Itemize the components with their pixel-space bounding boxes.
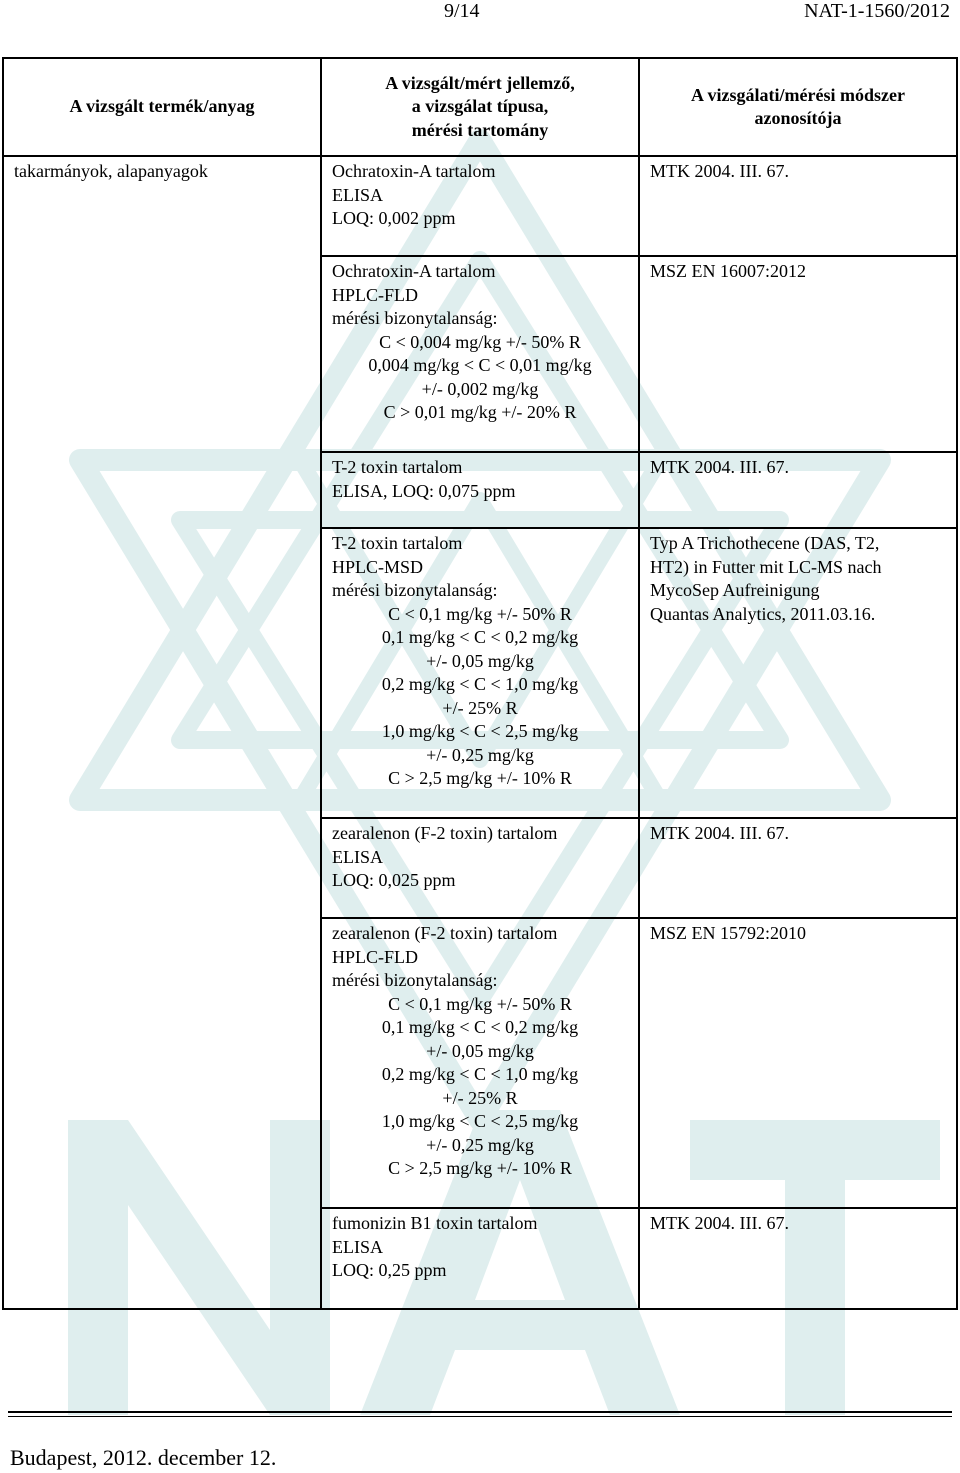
- product-name: takarmányok, alapanyagok: [14, 161, 208, 181]
- characteristic-line: ELISA: [332, 1236, 383, 1257]
- characteristic-line: fumonizin B1 toxin tartalom: [332, 1213, 538, 1233]
- characteristic-line: +/- 0,002 mg/kg: [421, 378, 539, 399]
- characteristic-line: HPLC-FLD: [332, 946, 419, 967]
- table-row: [3, 156, 957, 256]
- footer-place-date: Budapest, 2012. december 12.: [10, 1445, 277, 1470]
- page-header: [0, 0, 960, 26]
- footer-rule-thin: [8, 1416, 952, 1417]
- characteristic-cell: [321, 818, 639, 918]
- characteristic-line: +/- 25% R: [442, 697, 518, 718]
- method-cell: [639, 156, 957, 256]
- characteristic-cell: [321, 452, 639, 528]
- characteristic-cell: [321, 156, 639, 256]
- method-cell: [639, 452, 957, 528]
- characteristic-line: mérési bizonytalanság:: [332, 970, 498, 990]
- characteristic-line: Ochratoxin-A tartalom: [332, 261, 496, 281]
- method-line: MTK 2004. III. 67.: [650, 823, 789, 843]
- characteristic-cell: [321, 1208, 639, 1309]
- characteristic-line: +/- 0,25 mg/kg: [426, 1134, 534, 1155]
- characteristic-line: T-2 toxin tartalom: [332, 457, 463, 477]
- characteristic-line: +/- 25% R: [442, 1087, 518, 1108]
- characteristic-line: ELISA: [332, 184, 383, 205]
- method-cell: [639, 528, 957, 818]
- characteristic-line: zearalenon (F-2 toxin) tartalom: [332, 923, 558, 943]
- characteristic-line: LOQ: 0,002 ppm: [332, 208, 456, 228]
- characteristic-line: HPLC-FLD: [332, 284, 419, 305]
- characteristic-line: 0,004 mg/kg < C < 0,01 mg/kg: [368, 355, 592, 375]
- characteristic-line: zearalenon (F-2 toxin) tartalom: [332, 823, 558, 843]
- column-header-characteristic: A vizsgált/mért jellemző, a vizsgálat típusa, mérési tartomány: [321, 58, 639, 156]
- characteristic-line: mérési bizonytalanság:: [332, 308, 498, 328]
- method-line: MycoSep Aufreinigung: [650, 580, 820, 600]
- table-header-row: [3, 58, 957, 156]
- characteristic-line: T-2 toxin tartalom: [332, 533, 463, 553]
- column-header-product: A vizsgált termék/anyag: [3, 58, 321, 156]
- characteristic-line: LOQ: 0,25 ppm: [332, 1260, 447, 1280]
- document-id: NAT-1-1560/2012: [804, 0, 950, 22]
- method-line: MTK 2004. III. 67.: [650, 1213, 789, 1233]
- characteristic-line: Ochratoxin-A tartalom: [332, 161, 496, 181]
- characteristic-line: 0,1 mg/kg < C < 0,2 mg/kg: [381, 627, 579, 647]
- method-line: MTK 2004. III. 67.: [650, 457, 789, 477]
- method-line: Typ A Trichothecene (DAS, T2,: [650, 533, 880, 553]
- characteristic-line: 0,2 mg/kg < C < 1,0 mg/kg: [381, 1064, 579, 1084]
- characteristic-line: C > 0,01 mg/kg +/- 20% R: [383, 402, 577, 422]
- characteristic-line: 0,2 mg/kg < C < 1,0 mg/kg: [381, 674, 579, 694]
- characteristic-line: +/- 0,05 mg/kg: [426, 650, 534, 671]
- method-line: MSZ EN 15792:2010: [650, 923, 807, 943]
- characteristic-line: mérési bizonytalanság:: [332, 580, 498, 600]
- method-cell: [639, 818, 957, 918]
- characteristic-line: HPLC-MSD: [332, 556, 424, 577]
- characteristic-cell: [321, 256, 639, 452]
- table-body: [3, 156, 957, 1309]
- characteristic-line: ELISA: [332, 846, 383, 867]
- method-line: MTK 2004. III. 67.: [650, 161, 789, 181]
- method-line: HT2) in Futter mit LC-MS nach: [650, 556, 882, 577]
- characteristic-line: 1,0 mg/kg < C < 2,5 mg/kg: [381, 721, 579, 741]
- column-header-method: A vizsgálati/mérési módszer azonosítója: [639, 58, 957, 156]
- characteristic-cell: [321, 918, 639, 1208]
- characteristic-line: C > 2,5 mg/kg +/- 10% R: [388, 768, 572, 788]
- characteristic-line: C < 0,1 mg/kg +/- 50% R: [388, 993, 572, 1014]
- method-cell: [639, 256, 957, 452]
- page-number: 9/14: [444, 0, 480, 22]
- method-line: Quantas Analytics, 2011.03.16.: [650, 603, 876, 624]
- characteristic-line: C > 2,5 mg/kg +/- 10% R: [388, 1158, 572, 1178]
- accreditation-table: [2, 57, 958, 1310]
- method-cell: [639, 918, 957, 1208]
- characteristic-line: C < 0,1 mg/kg +/- 50% R: [388, 603, 572, 624]
- characteristic-line: 0,1 mg/kg < C < 0,2 mg/kg: [381, 1017, 579, 1037]
- method-line: MSZ EN 16007:2012: [650, 261, 807, 281]
- characteristic-line: C < 0,004 mg/kg +/- 50% R: [379, 331, 581, 352]
- characteristic-line: 1,0 mg/kg < C < 2,5 mg/kg: [381, 1111, 579, 1131]
- characteristic-cell: [321, 528, 639, 818]
- method-cell: [639, 1208, 957, 1309]
- product-cell: [3, 156, 321, 1309]
- footer-rule: [8, 1411, 952, 1413]
- characteristic-line: ELISA, LOQ: 0,075 ppm: [332, 480, 516, 501]
- characteristic-line: +/- 0,25 mg/kg: [426, 744, 534, 765]
- characteristic-line: +/- 0,05 mg/kg: [426, 1040, 534, 1061]
- characteristic-line: LOQ: 0,025 ppm: [332, 870, 456, 890]
